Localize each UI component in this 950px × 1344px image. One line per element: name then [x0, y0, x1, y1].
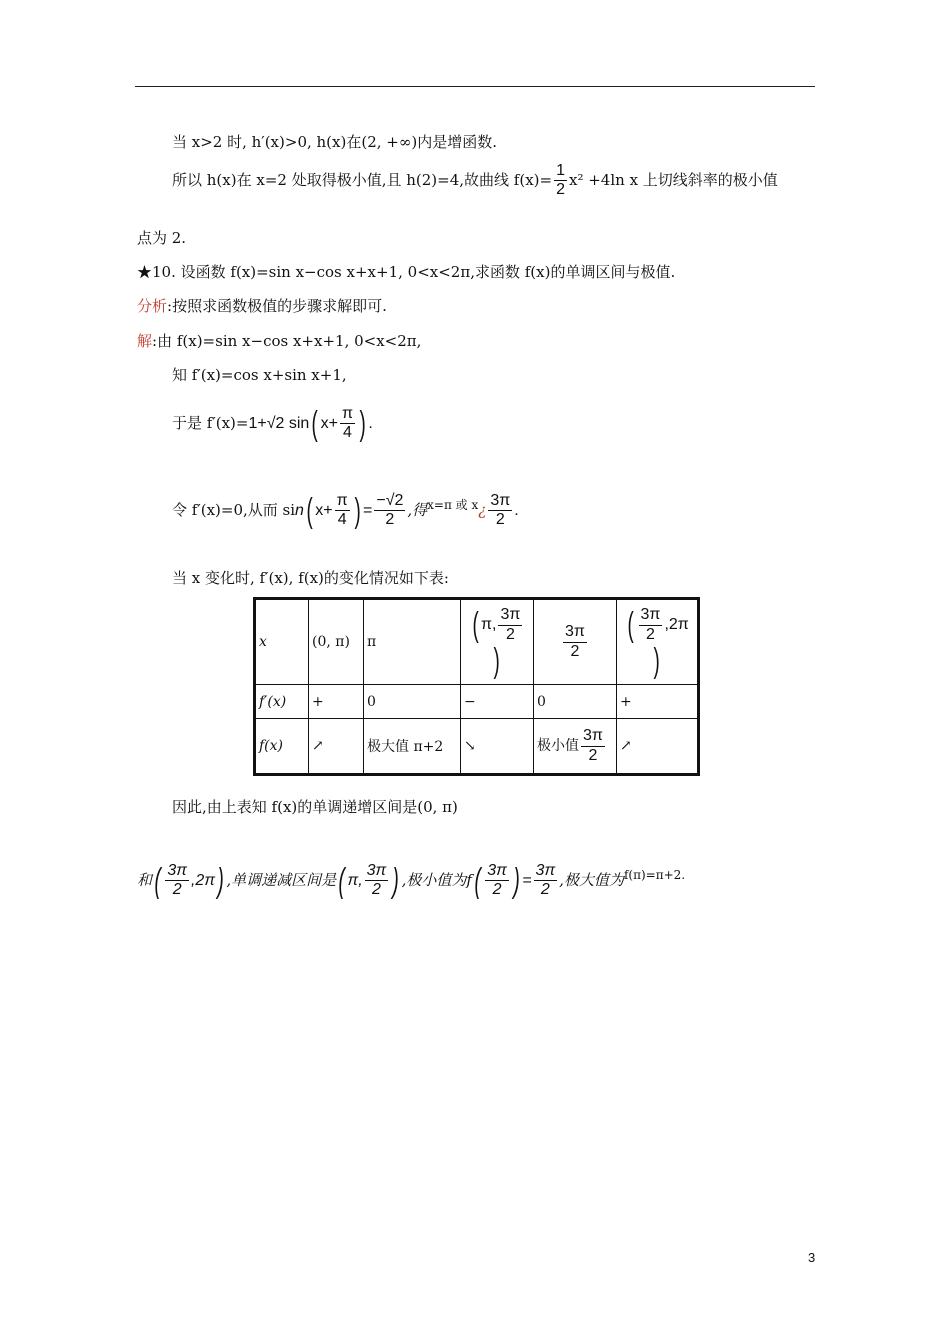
derivative-rewrite: 于是 f′(x)=1+√2 sin( x+ $\frac{\pi}{4}$ ) . — [172, 404, 373, 443]
zero-line: 令 f′(x)=0,从而 sin( x+ $\frac{\pi}{4}$ ) = $\frac{-√2}{2}$ ,得$^{x=\pi 或 x}$¿ $\frac{3\pi}{2}$ . — [172, 491, 519, 530]
conclusion-line: 因此,由上表知 f(x)的单调递增区间是(0, π) — [172, 798, 458, 816]
text-line-1: 当 x>2 时, h′(x)>0, h(x)在(2, +∞)内是增函数. — [172, 133, 497, 151]
question-10: ★10. 设函数 f(x)=sin x−cos x+x+1, 0<x<2π,求函数 f(x)的单调区间与极值. — [137, 263, 676, 281]
table-row: f′(x) + 0 − 0 + — [255, 685, 699, 719]
table-row: f(x) ↗ 极大值 π+2 ↘ 极小值 $\frac{3\pi}{2}$ ↗ — [255, 719, 699, 775]
fraction-half: $\frac{1}{2}$ — [556, 162, 565, 199]
solution-line: 解:由 f(x)=sin x−cos x+x+1, 0<x<2π, — [137, 332, 422, 350]
variation-table — [253, 597, 700, 776]
page-number: 3 — [808, 1250, 816, 1265]
derivative-line: 知 f′(x)=cos x+sin x+1, — [172, 366, 347, 384]
text-line-2: 所以 h(x)在 x=2 处取得极小值,且 h(2)=4,故曲线 f(x)= $\frac{1}{2}$ x² +4ln x 上切线斜率的极小值 — [172, 162, 778, 199]
analysis-line: 分析:按照求函数极值的步骤求解即可. — [137, 297, 387, 315]
header-rule — [135, 86, 815, 87]
solution-label: 解 — [137, 332, 153, 350]
table-row: x (0, π) π ( π, $\frac{3\pi}{2}$ ) $\frac{3\pi}{2}$ ( $\frac{3\pi}{2}$ ,2π) — [255, 599, 699, 685]
analysis-label: 分析 — [137, 297, 168, 315]
change-line: 当 x 变化时, f′(x), f(x)的变化情况如下表: — [172, 569, 449, 587]
text-line-3: 点为 2. — [137, 229, 187, 247]
conclusion-math-line: 和( $\frac{3\pi}{2}$ ,2π) ,单调递减区间是( π, $\frac{3\pi}{2}$ ) ,极小值为f( $\frac{3\pi}{2}$ ) = $\frac{3\pi}{2}$ ,极大值为$^{f(\pi)=\pi+2.}$ — [137, 861, 686, 900]
